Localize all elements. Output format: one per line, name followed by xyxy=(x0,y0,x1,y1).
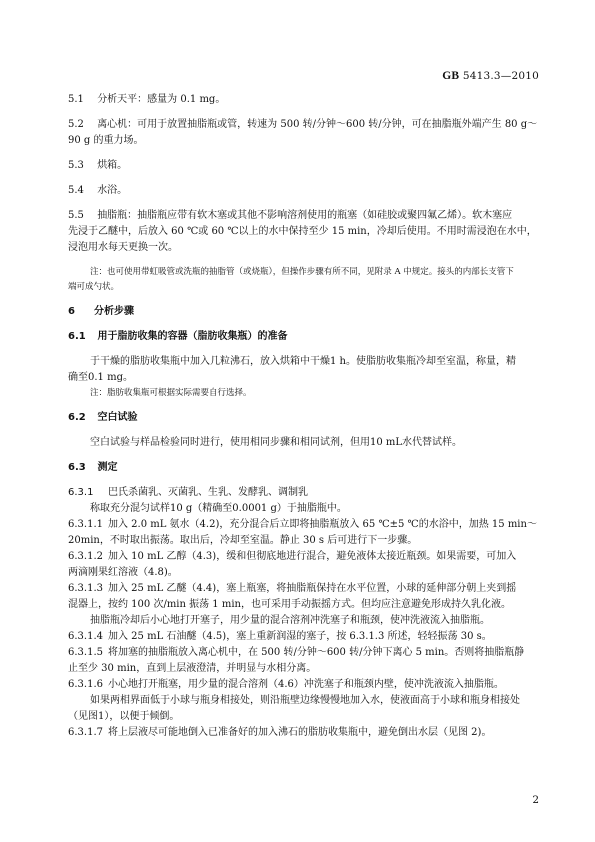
standard-number: 5413.3—2010 xyxy=(462,70,539,82)
step-6-3-1-1-cont: 20min，不时取出振荡。取出后，冷却至室温。静止 30 s 后可进行下一步骤。 xyxy=(68,535,418,546)
document-header xyxy=(442,70,539,82)
clause-5-2-cont: 90 g 的重力场。 xyxy=(68,135,144,146)
section-6-1-body-cont: 确至0.1 mg。 xyxy=(68,372,133,383)
section-6-3-heading: 6.3 测定 xyxy=(68,462,118,473)
step-6-3-1-5-cont: 止至少 30 min，直到上层液澄清，并明显与水相分离。 xyxy=(68,663,317,674)
page-number: 2 xyxy=(532,794,539,806)
clause-5-5-cont: 先浸于乙醚中，后放入 60 ℃或 60 ℃以上的水中保持至少 15 min，冷却后使用。不用时需浸泡在水中， xyxy=(68,226,537,237)
clause-5-1: 5.1 分析天平：感量为 0.1 mg。 xyxy=(68,94,226,105)
step-6-3-1-6-cont: 如果两相界面低于小球与瓶身相接处，则沿瓶壁边缘慢慢地加入水，使液面高于小球和瓶身相接处 xyxy=(90,695,520,706)
clause-5-2: 5.2 离心机：可用于放置抽脂瓶或管，转速为 500 转/分钟～600 转/分钟，可在抽脂瓶外端产生 80 g～ xyxy=(68,119,538,130)
section-6-1-body: 于干燥的脂肪收集瓶中加入几粒沸石，放入烘箱中干燥1 h。使脂肪收集瓶冷却至室温，称量，精 xyxy=(90,356,516,367)
step-6-3-1-2-cont: 两滴刚果红溶液（4.8)。 xyxy=(68,567,178,578)
section-6-3-1-heading: 6.3.1 巴氏杀菌乳、灭菌乳、生乳、发酵乳、调制乳 xyxy=(68,487,308,498)
clause-5-4: 5.4 水浴。 xyxy=(68,185,128,196)
clause-5-3: 5.3 烘箱。 xyxy=(68,160,128,171)
step-6-3-1-5: 6.3.1.5 将加塞的抽脂瓶放入离心机中，在 500 转/分钟～600 转/分钟下离心 5 min。否则将抽脂瓶静 xyxy=(68,647,525,658)
step-6-3-1-7: 6.3.1.7 将上层液尽可能地倒入已准备好的加入沸石的脂肪收集瓶中，避免倒出水层（见图 2)。 xyxy=(68,727,492,738)
step-6-3-1-2: 6.3.1.2 加入 10 mL 乙醇（4.3)，缓和但彻底地进行混合，避免液体太接近瓶颈。如果需要，可加入 xyxy=(68,551,517,562)
note-fat-bottle: 注：脂肪收集瓶可根据实际需要自行选择。 xyxy=(90,388,252,398)
document-body xyxy=(68,92,540,741)
clause-5-5-cont2: 浸泡用水每天更换一次。 xyxy=(68,242,178,253)
section-6-1-heading: 6.1 用于脂肪收集的容器（脂肪收集瓶）的准备 xyxy=(68,331,288,342)
note-siphon: 注：也可使用带虹吸管或洗瓶的抽脂管（或烧瓶），但操作步骤有所不同，见附录 A 中规定。接头的内部长支管下 xyxy=(90,267,514,277)
section-6-heading: 6 分析步骤 xyxy=(68,306,134,317)
step-6-3-1-3-cont2: 抽脂瓶冷却后小心地打开塞子，用少量的混合溶剂冲洗塞子和瓶颈，使冲洗液流入抽脂瓶。 xyxy=(90,615,490,626)
step-6-3-1-6-cont2: （见图1），以便于倾倒。 xyxy=(68,711,180,722)
step-6-3-1-6: 6.3.1.6 小心地打开瓶塞，用少量的混合溶剂（4.6）冲洗塞子和瓶颈内壁，使冲洗液流入抽脂瓶。 xyxy=(68,679,504,690)
step-6-3-1-1: 6.3.1.1 加入 2.0 mL 氨水（4.2)，充分混合后立即将抽脂瓶放入 65 ℃±5 ℃的水浴中，加热 15 min～ xyxy=(68,519,537,530)
section-6-3-1-body: 称取充分混匀试样10 g（精确至0.0001 g）于抽脂瓶中。 xyxy=(90,503,347,514)
step-6-3-1-3-cont: 混器上，按约 100 次/min 振荡 1 min，也可采用手动振摇方式。但均应注意避免形成持久乳化液。 xyxy=(68,599,511,610)
section-6-2-heading: 6.2 空白试验 xyxy=(68,412,138,423)
section-6-2-body: 空白试验与样品检验同时进行，使用相同步骤和相同试剂，但用10 mL水代替试样。 xyxy=(90,437,463,448)
clause-5-5: 5.5 抽脂瓶：抽脂瓶应带有软木塞或其他不影响溶剂使用的瓶塞（如硅胶或聚四氟乙烯）。软木塞应 xyxy=(68,210,513,221)
step-6-3-1-3: 6.3.1.3 加入 25 mL 乙醚（4.4)，塞上瓶塞，将抽脂瓶保持在水平位置，小球的延伸部分朝上夹到摇 xyxy=(68,583,517,594)
step-6-3-1-4: 6.3.1.4 加入 25 mL 石油醚（4.5)，塞上重新润湿的塞子，按 6.3.1.3 所述，轻轻振荡 30 s。 xyxy=(68,631,492,642)
note-siphon-cont: 端可成勺状。 xyxy=(68,282,120,292)
standard-prefix: GB xyxy=(442,70,460,82)
